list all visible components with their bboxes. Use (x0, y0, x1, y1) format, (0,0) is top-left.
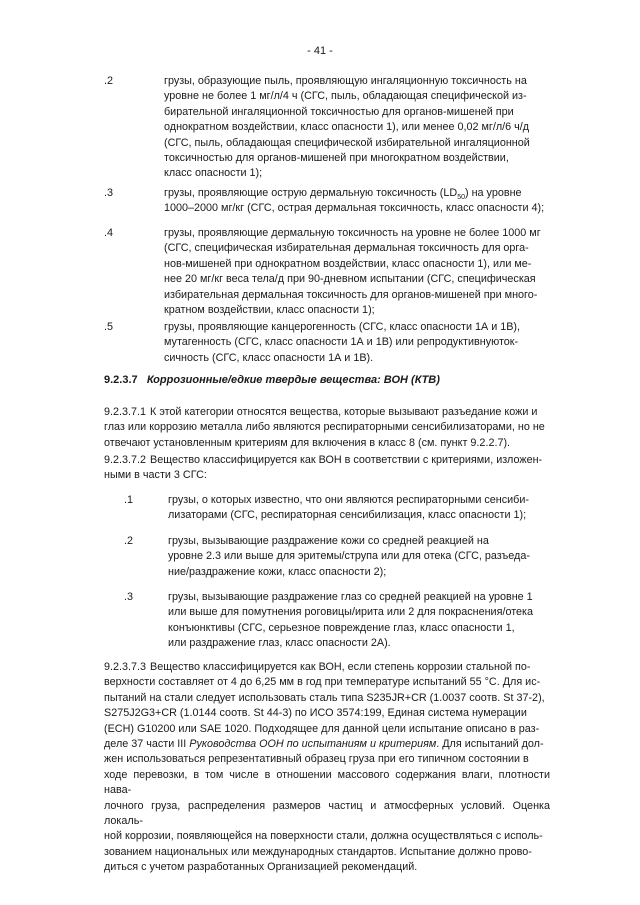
text-line: верхности составляет от 4 до 6,25 мм в год при температуре испытаний 55 °С. Для ис- (104, 676, 541, 689)
text-line: ние/раздражение кожи, класс опасности 2); (168, 565, 387, 578)
text-line: зованием национальных или международных стандартов. Испытание должно прово- (104, 845, 532, 858)
subscript: 50 (457, 194, 465, 202)
text-line: однократном воздействии, класс опасности 1), или менее 0,02 мг/л/6 ч/д (164, 121, 530, 134)
section-number: 9.2.3.7 (104, 374, 138, 386)
text-line: грузы, проявляющие дермальную токсичность на уровне не более 1000 мг (164, 227, 541, 239)
text-line: (ECH) G10200 или SAE 1020. Подходящее для данной цели испытание описано в раз- (104, 722, 540, 735)
text-line: диться с учетом разработанных Организацией рекомендаций. (104, 861, 418, 874)
text-line (104, 660, 550, 675)
list-item-number: .2 (124, 535, 134, 547)
manual-title: Руководства ООН по испытаниям и критериям (189, 738, 437, 751)
text-line: отвечают установленным критериям для включения в класс 8 (см. пункт 9.2.2.7). (104, 436, 511, 449)
text-line: 1000–2000 мг/кг (СГС, острая дермальная токсичность, класс опасности 4); (164, 202, 545, 215)
text-line: грузы, вызывающие раздражение глаз со средней реакцией на уровне 1 (168, 591, 533, 603)
list-item-text (168, 590, 549, 652)
text-line: грузы, образующие пыль, проявляющую ингаляционную токсичность на (164, 75, 527, 87)
line-text: К этой категории относятся вещества, которые вызывают разъедание кожи и (150, 406, 538, 418)
text-line-before-subscript: грузы, проявляющие острую дермальную токсичность $(LD_{50})$ на уровне (164, 187, 522, 202)
section-heading (104, 373, 440, 388)
list-item-text (164, 74, 549, 182)
list-item-number: .5 (104, 321, 114, 333)
list-item-text (164, 320, 549, 366)
paragraph (104, 453, 550, 484)
text-line: уровне 2.3 или выше для эритемы/струпа или для отека (СГС, разъеда- (168, 550, 530, 563)
text-line: ными в части 3 СГС: (104, 469, 207, 482)
text-line: грузы, вызывающие раздражение кожи со средней реакцией на (168, 535, 489, 547)
text-line: лочного груза, распределения размеров частиц и атмосферных условий. Оценка локаль- (104, 799, 550, 828)
text-line (164, 186, 549, 201)
list-item-number: .2 (104, 75, 114, 87)
page-number: - 41 - (307, 45, 333, 57)
list-item-number: .3 (104, 187, 114, 199)
list-item-number: .1 (124, 494, 134, 506)
text-line: лизаторами (СГС, респираторная сенсибилизация, класс опасности 1); (168, 509, 527, 522)
list-item-number: .4 (104, 227, 114, 239)
text-line: пытаний на стали следует использовать сталь типа S235JR+CR (1.0037 соотв. St 37-2), (104, 691, 545, 704)
paragraph-id: 9.2.3.7.3 (104, 661, 147, 673)
text-line (104, 405, 550, 420)
line-text: Вещество классифицируется как ВОН, если степень коррозии стальной по- (150, 661, 531, 673)
paragraph (104, 405, 550, 451)
text-line: ходе перевозки, в том числе в отношении массового содержания влаги, плотности нава- (104, 768, 550, 797)
text-line: ной коррозии, появляющейся на поверхности стали, должна осуществляться с исполь- (104, 830, 543, 843)
section-title: Коррозионные/едкие твердые вещества: ВОН (КТВ) (146, 374, 440, 386)
text-line: (СГС, пыль, обладающая специфической избирательной ингаляционной (164, 136, 530, 149)
list-item-text (164, 186, 549, 217)
text-line: кратном воздействии, класс опасности 1); (164, 304, 375, 317)
text-line: глаз или коррозию металла либо являются респираторными сенсибилизаторами, но не (104, 421, 545, 434)
list-item-text (168, 534, 549, 580)
text-line (104, 453, 550, 468)
text-line: грузы, проявляющие канцерогенность (СГС, класс опасности 1А и 1В), (164, 321, 521, 333)
text-line: жен использоваться репрезентативный образец груза при его типичном состоянии в (104, 753, 529, 766)
paragraph (104, 660, 550, 876)
text-line: токсичностью для органов-мишеней при многократном воздействии, (164, 152, 509, 165)
text-line: или выше для помутнения роговицы/ирита или 2 для покраснения/отека (168, 606, 534, 619)
text-line: сичность (СГС, класс опасности 1А и 1В). (164, 351, 374, 364)
paragraph-id: 9.2.3.7.1 (104, 406, 147, 418)
text-line: (СГС, специфическая избирательная дермальная токсичность для орга- (164, 242, 529, 255)
text-line: или раздражение глаз, класс опасности 2А). (168, 637, 391, 650)
list-item-text (168, 493, 549, 524)
text-line: деле 37 части III Руководства ООН по испытаниям и критериям. Для испытаний дол- (104, 738, 544, 751)
text-line: уровне не более 1 мг/л/4 ч (СГС, пыль, обладающая специфической из- (164, 90, 527, 103)
list-item-text (164, 226, 549, 318)
text-line: S275J2G3+CR (1.0144 соотв. St 44-3) по ИСО 3574:199, Единая система нумерации (104, 707, 527, 720)
text-line: мутагенность (СГС, класс опасности 1А и 1В) или репродуктивнуюток- (164, 336, 519, 349)
line-text: Вещество классифицируется как ВОН в соответствии с критериями, изложен- (150, 454, 543, 466)
text-line: бирательной ингаляционной токсичностью для органов-мишеней при (164, 105, 514, 118)
text-line: нов-мишеней при однократном воздействии, класс опасности 1), или ме- (164, 257, 532, 270)
text-line: класс опасности 1); (164, 167, 263, 180)
text-line: грузы, о которых известно, что они являются респираторными сенсиби- (168, 494, 529, 506)
text-line: нее 20 мг/кг веса тела/д при 90-дневном испытании (СГС, специфическая (164, 273, 536, 286)
list-item-number: .3 (124, 591, 134, 603)
paragraph-id: 9.2.3.7.2 (104, 454, 147, 466)
text-line: избирательная дермальная токсичность для органов-мишеней при много- (164, 288, 538, 301)
text-line: конъюнктивы (СГС, серьезное повреждение глаз, класс опасности 1, (168, 621, 515, 634)
